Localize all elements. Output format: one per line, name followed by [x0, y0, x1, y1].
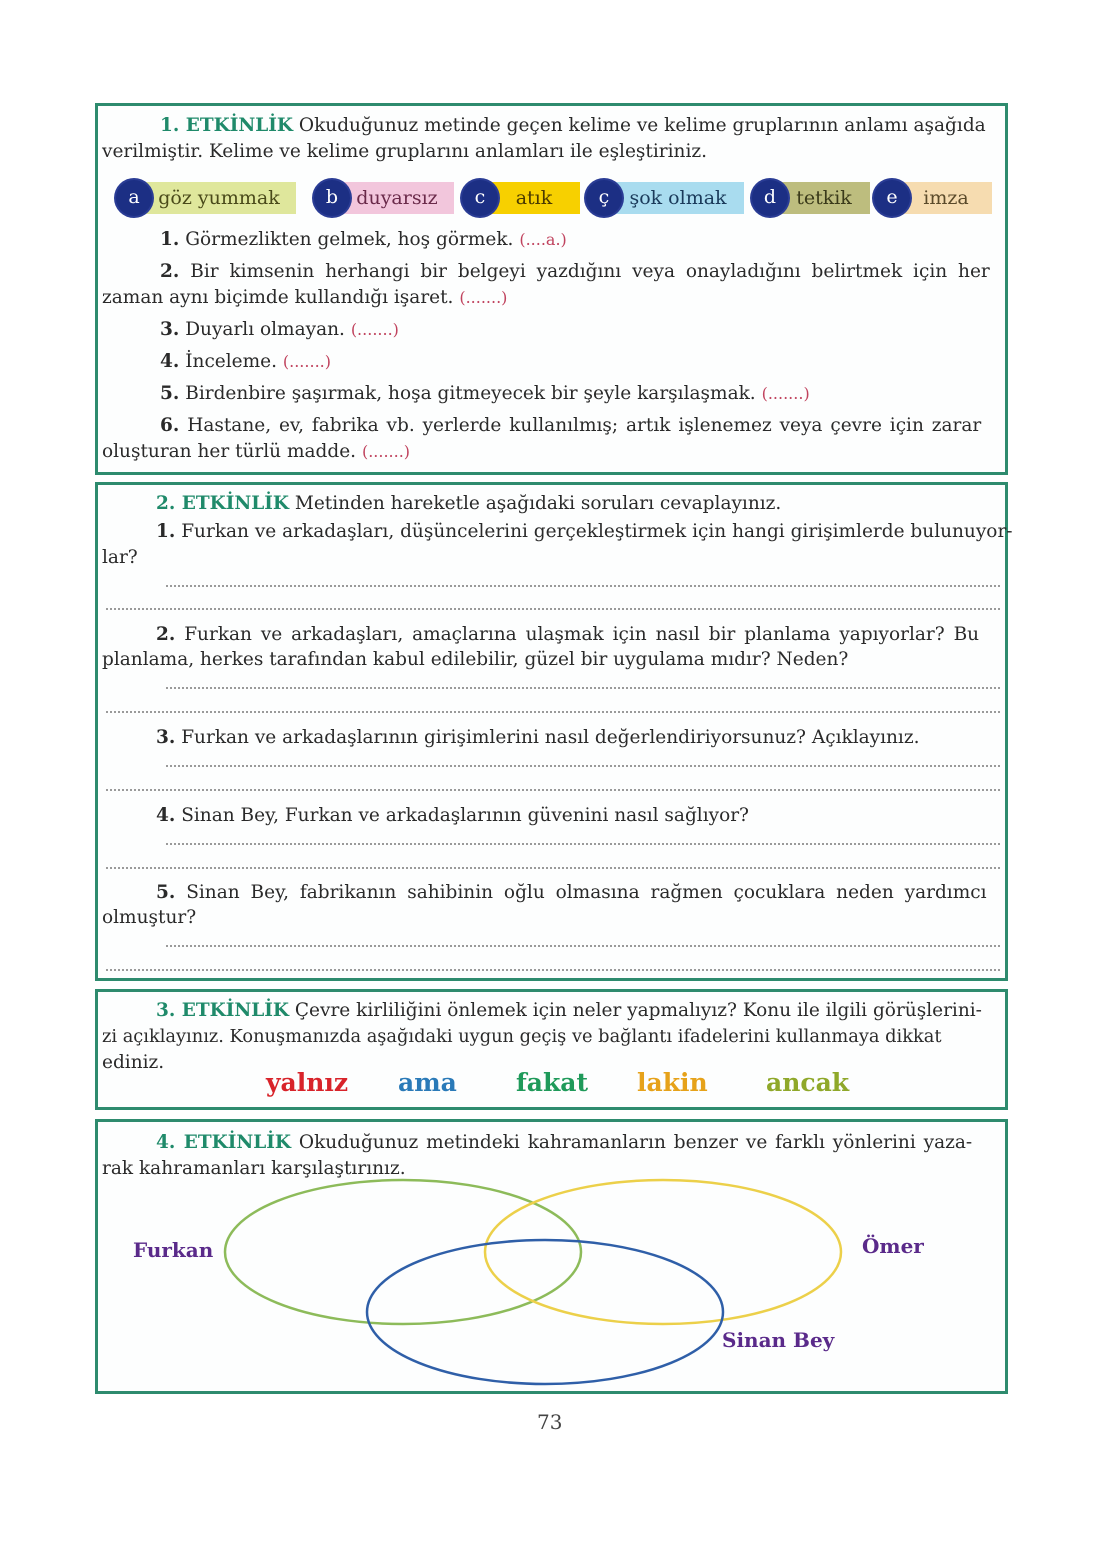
activity-3-heading: 3. ETKİNLİK — [156, 1000, 290, 1021]
match-item-2: 2. Bir kimsenin herhangi bir belgeyi yazdığını veya onayladığını belirtmek için her — [160, 261, 990, 282]
question-4: 4. Sinan Bey, Furkan ve arkadaşlarının güvenini nasıl sağlıyor? — [156, 805, 749, 826]
answer-line[interactable] — [166, 843, 1000, 845]
word-bank — [116, 180, 996, 216]
activity-4-heading: 4. ETKİNLİK — [156, 1132, 292, 1153]
answer-line[interactable] — [106, 789, 1000, 791]
venn-circle-sinan — [367, 1240, 723, 1384]
activity-4-line1: 4. ETKİNLİK Okuduğunuz metindeki kahramanların benzer ve farklı yönlerini yaza- — [156, 1132, 973, 1153]
answer-line[interactable] — [166, 765, 1000, 767]
activity-3-line2: zi açıklayınız. Konuşmanızda aşağıdaki uygun geçiş ve bağlantı ifadelerini kullanmaya dikkat — [102, 1026, 942, 1047]
activity-2-intro: 2. ETKİNLİK Metinden hareketle aşağıdaki soruları cevaplayınız. — [156, 493, 782, 514]
word-chip-b — [314, 180, 456, 216]
question-3: 3. Furkan ve arkadaşlarının girişimlerini nasıl değerlendiriyorsunuz? Açıklayınız. — [156, 727, 920, 748]
word-label: göz yummak — [138, 182, 296, 214]
answer-line[interactable] — [106, 969, 1000, 971]
answer-line[interactable] — [166, 687, 1000, 689]
question-1: 1. Furkan ve arkadaşları, düşüncelerini gerçekleştirmek için hangi girişimlerde bulunuyor- — [156, 521, 1013, 542]
letter-badge-b: b — [314, 180, 350, 216]
answer-blank[interactable]: (.......) — [350, 320, 399, 339]
letter-badge-c: c — [462, 180, 498, 216]
venn-label-furkan: Furkan — [133, 1238, 214, 1262]
answer-blank[interactable]: (.......) — [761, 384, 810, 403]
answer-blank[interactable]: (.......) — [361, 442, 411, 461]
match-item-6: 6. Hastane, ev, fabrika vb. yerlerde kullanılmış; artık işlenemez veya çevre için zarar — [160, 415, 982, 436]
word-chip-cc — [586, 180, 746, 216]
letter-badge-a: a — [116, 180, 152, 216]
match-item-1: 1. Görmezlikten gelmek, hoş görmek. (....a.) — [160, 229, 567, 250]
match-item-2-cont: zaman aynı biçimde kullandığı işaret. (.......) — [102, 287, 508, 308]
word-chip-e — [874, 180, 994, 216]
word-label: atık — [484, 182, 580, 214]
word-label: imza — [896, 182, 992, 214]
answer-line[interactable] — [106, 867, 1000, 869]
activity-4-line2: rak kahramanları karşılaştırınız. — [102, 1158, 406, 1179]
word-label: tetkik — [774, 182, 870, 214]
word-label: şok olmak — [608, 182, 744, 214]
activity-1-intro: 1. ETKİNLİK Okuduğunuz metinde geçen kelime ve kelime gruplarının anlamı aşağıda — [160, 115, 986, 136]
question-1-cont: lar? — [102, 547, 138, 568]
match-item-3: 3. Duyarlı olmayan. (.......) — [160, 319, 399, 340]
venn-diagram — [98, 1122, 1005, 1394]
letter-badge-d: d — [752, 180, 788, 216]
activity-1-heading: 1. ETKİNLİK — [160, 115, 294, 136]
activity-1-intro-line2: verilmiştir. Kelime ve kelime gruplarını anlamları ile eşleştiriniz. — [102, 141, 707, 162]
word-chip-a — [116, 180, 306, 216]
answer-line[interactable] — [166, 945, 1000, 947]
activity-2-box — [95, 482, 1013, 981]
activity-3-line1: 3. ETKİNLİK Çevre kirliliğini önlemek için neler yapmalıyız? Konu ile ilgili görüşlerini- — [156, 1000, 982, 1021]
activity-3-line3: ediniz. — [102, 1052, 165, 1073]
activity-3-box — [95, 989, 1008, 1110]
venn-circle-omer — [485, 1180, 841, 1324]
venn-circle-furkan — [225, 1180, 581, 1324]
answer-blank[interactable]: (.......) — [459, 288, 508, 307]
activity-4-box — [95, 1119, 1008, 1394]
connector-lakin: lakin — [637, 1068, 708, 1097]
letter-badge-cc: ç — [586, 180, 622, 216]
page-number: 73 — [537, 1410, 563, 1434]
word-chip-d — [752, 180, 874, 216]
match-item-5: 5. Birdenbire şaşırmak, hoşa gitmeyecek bir şeyle karşılaşmak. (.......) — [160, 383, 810, 404]
connector-ama: ama — [398, 1068, 457, 1097]
answer-line[interactable] — [166, 585, 1000, 587]
activity-1-box — [95, 103, 1008, 475]
answer-line[interactable] — [106, 711, 1000, 713]
match-item-4: 4. İnceleme. (.......) — [160, 351, 331, 372]
connector-ancak: ancak — [766, 1068, 850, 1097]
answer-blank[interactable]: (.......) — [282, 352, 331, 371]
question-5: 5. Sinan Bey, fabrikanın sahibinin oğlu olmasına rağmen çocuklara neden yardımcı — [156, 882, 987, 903]
connector-yalniz: yalnız — [266, 1068, 349, 1097]
activity-2-heading: 2. ETKİNLİK — [156, 493, 290, 514]
word-label: duyarsız — [336, 182, 454, 214]
match-item-6-cont: oluşturan her türlü madde. (.......) — [102, 441, 411, 462]
letter-badge-e: e — [874, 180, 910, 216]
answer-line[interactable] — [106, 608, 1000, 610]
venn-label-omer: Ömer — [862, 1234, 924, 1258]
answer-blank[interactable]: (....a.) — [519, 230, 567, 249]
question-2: 2. Furkan ve arkadaşları, amaçlarına ulaşmak için nasıl bir planlama yapıyorlar? Bu — [156, 624, 980, 645]
question-5-cont: olmuştur? — [102, 907, 197, 928]
question-2-cont: planlama, herkes tarafından kabul edilebilir, güzel bir uygulama mıdır? Neden? — [102, 649, 849, 670]
word-chip-c — [462, 180, 582, 216]
venn-label-sinan-bey: Sinan Bey — [722, 1328, 835, 1352]
connector-fakat: fakat — [516, 1068, 589, 1097]
